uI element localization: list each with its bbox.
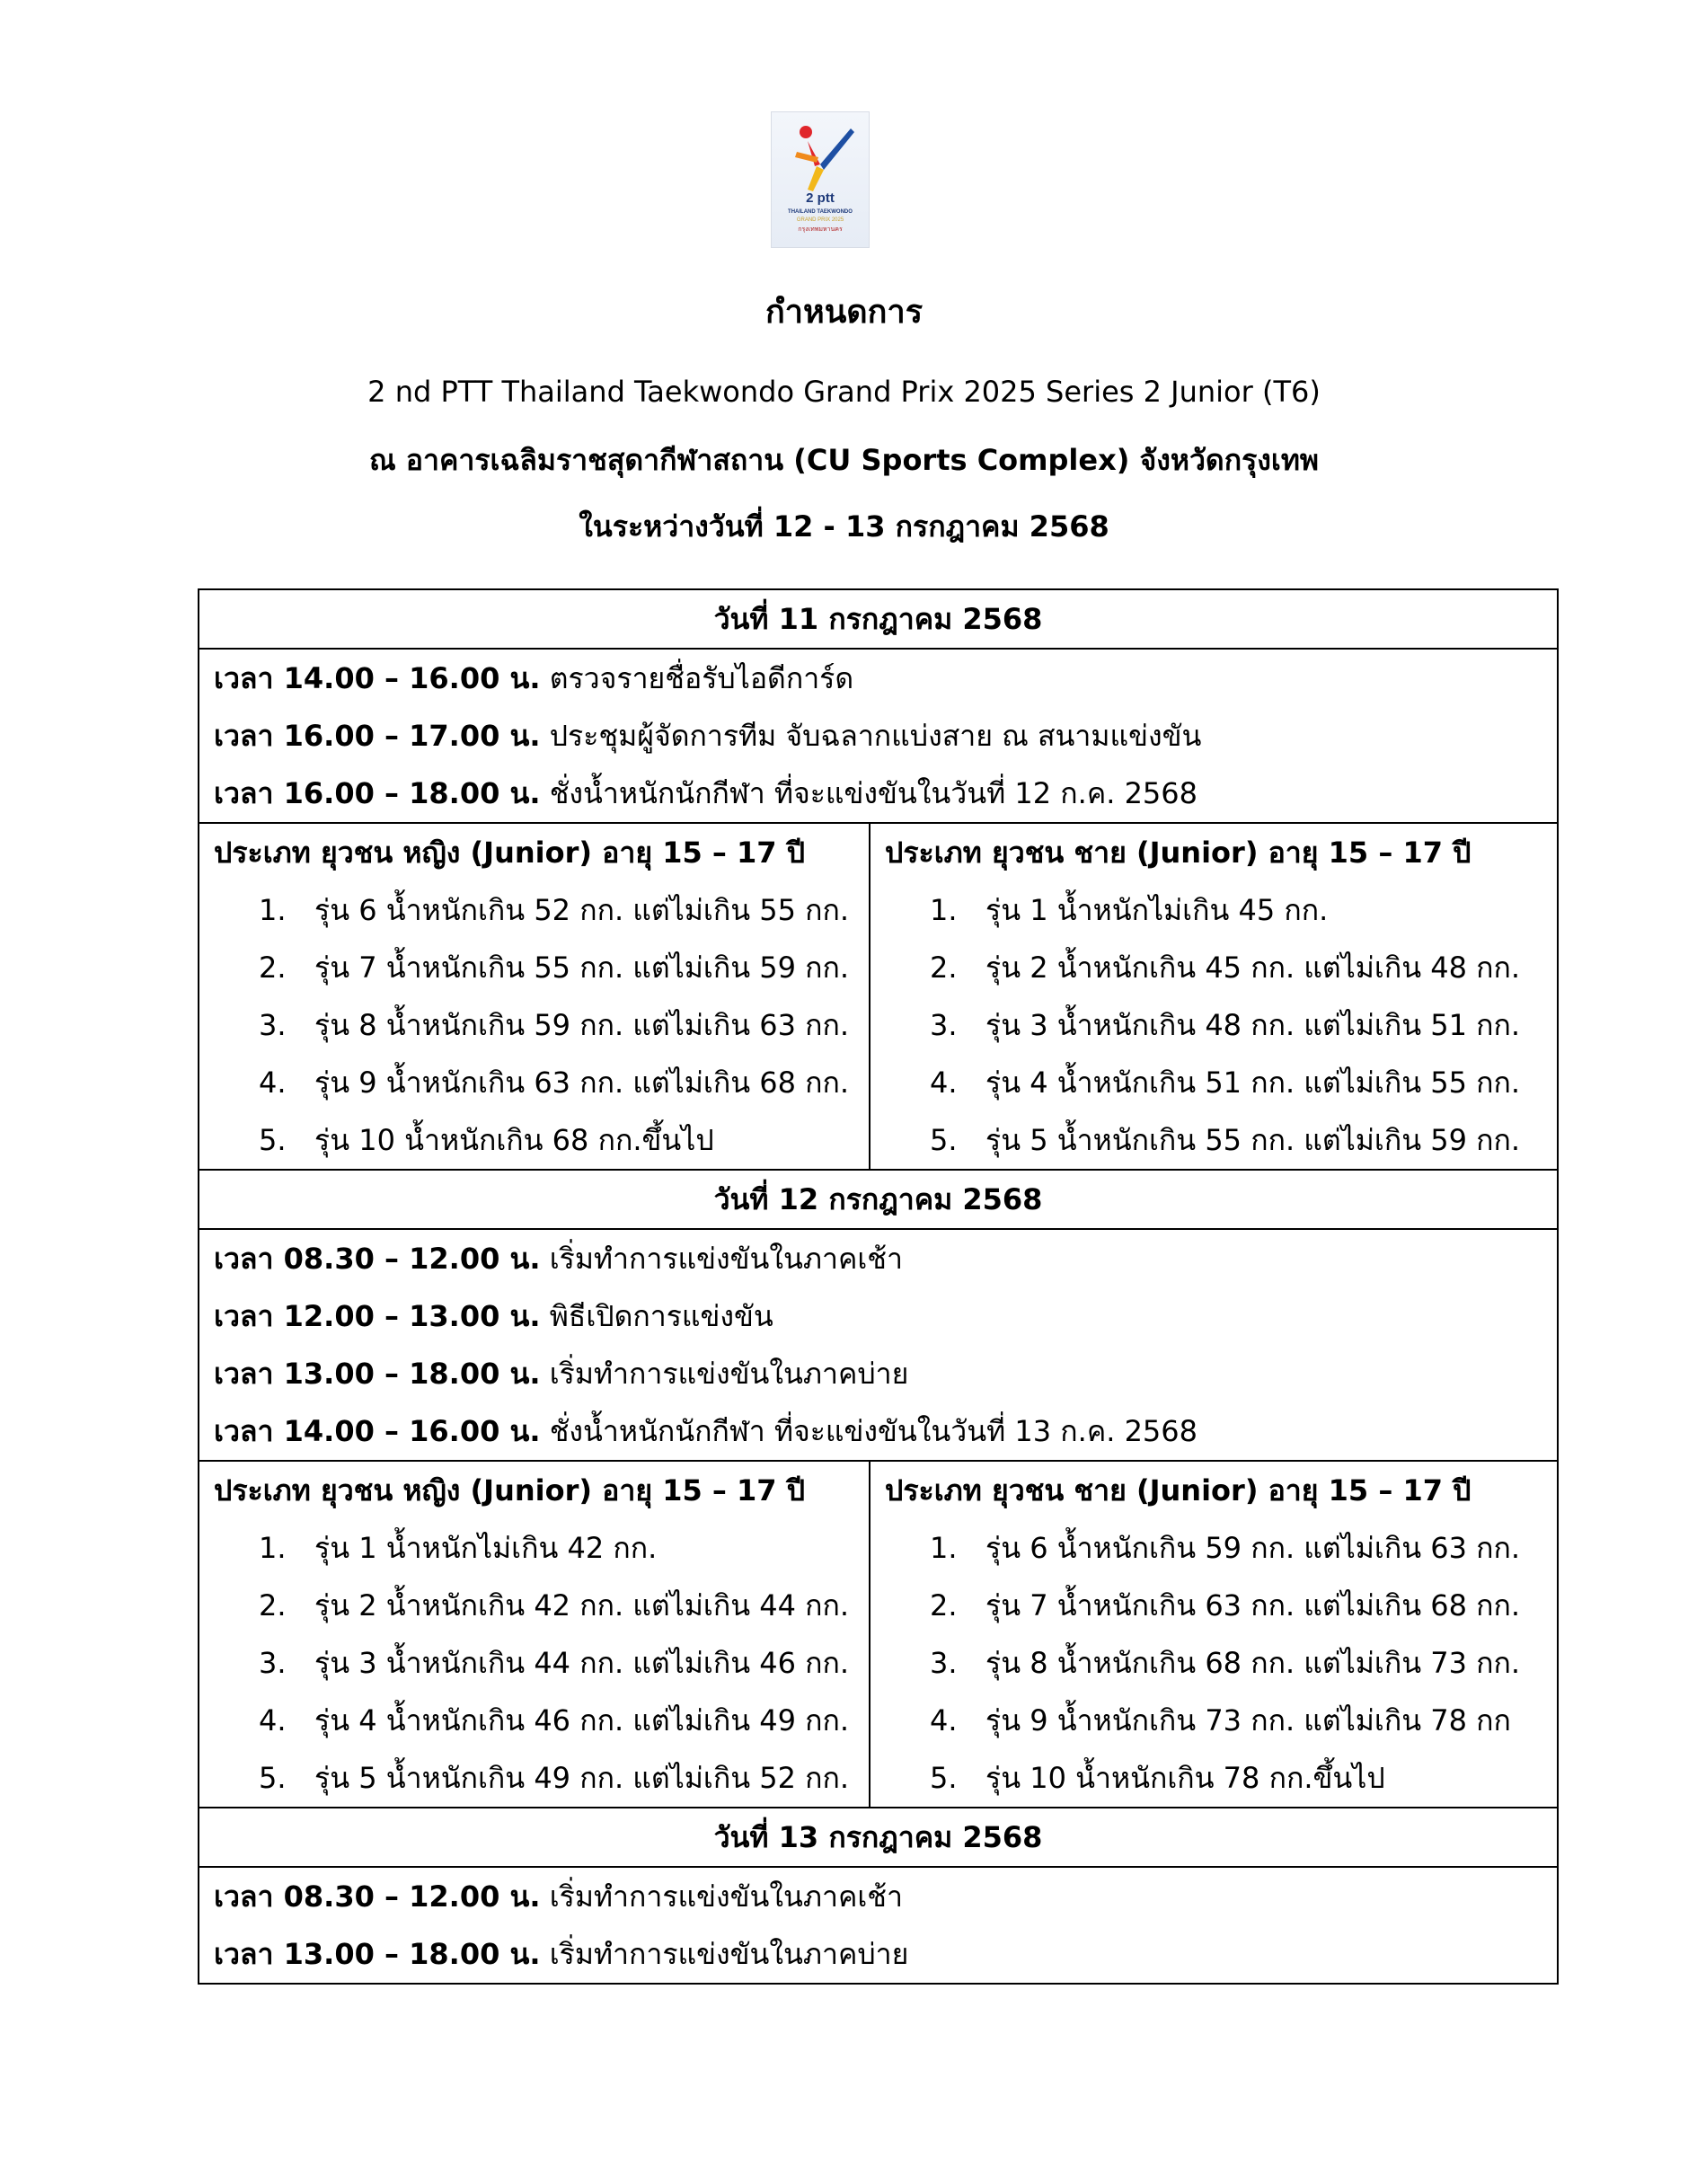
weight-class-item	[885, 996, 1542, 1054]
weight-class-item	[885, 881, 1542, 939]
item-number: 4.	[259, 1703, 287, 1737]
day-header-row	[199, 1170, 1558, 1229]
item-text: รุ่น 4 น้ำหนักเกิน 51 กก. แต่ไม่เกิน 55 กก.	[985, 1065, 1521, 1100]
item-number: 3.	[930, 1646, 958, 1680]
schedule-entry	[214, 650, 1542, 707]
item-number: 4.	[259, 1065, 287, 1100]
item-number: 4.	[930, 1703, 958, 1737]
weight-class-item	[214, 1111, 854, 1169]
weight-class-item	[885, 1519, 1542, 1577]
item-number: 2.	[259, 1588, 287, 1623]
entry-desc: ประชุมผู้จัดการทีม จับฉลากแบ่งสาย ณ สนามแข่งขัน	[549, 719, 1202, 753]
event-venue: ณ อาคารเฉลิมราชสุดากีฬาสถาน (CU Sports Complex) จังหวัดกรุงเทพ	[368, 443, 1320, 477]
schedule-entries-row	[199, 1867, 1558, 1984]
entry-time: เวลา 12.00 – 13.00 น.	[214, 1299, 541, 1333]
item-number: 5.	[259, 1123, 287, 1157]
day-date: วันที่ 12 กรกฎาคม 2568	[199, 1170, 1558, 1229]
item-text: รุ่น 1 น้ำหนักไม่เกิน 42 กก.	[314, 1531, 658, 1565]
weight-class-item	[214, 881, 854, 939]
item-number: 3.	[930, 1008, 958, 1042]
weight-class-item	[885, 1692, 1542, 1749]
weight-class-item	[214, 1577, 854, 1634]
svg-text:THAILAND TAEKWONDO: THAILAND TAEKWONDO	[788, 209, 853, 215]
entry-desc: เริ่มทำการแข่งขันในภาคบ่าย	[549, 1357, 909, 1391]
schedule-entries	[199, 1867, 1558, 1984]
entry-time: เวลา 16.00 – 17.00 น.	[214, 719, 541, 753]
schedule-entries-row	[199, 649, 1558, 823]
male-category	[870, 823, 1558, 1170]
categories-row	[199, 1461, 1558, 1808]
weight-class-item	[885, 939, 1542, 996]
schedule-entry	[214, 765, 1542, 822]
item-text: รุ่น 6 น้ำหนักเกิน 52 กก. แต่ไม่เกิน 55 กก.	[314, 893, 850, 927]
entry-desc: พิธีเปิดการแข่งขัน	[549, 1299, 773, 1333]
female-category	[199, 823, 870, 1170]
event-dates: ในระหว่างวันที่ 12 - 13 กรกฎาคม 2568	[579, 509, 1109, 544]
entry-time: เวลา 08.30 – 12.00 น.	[214, 1879, 541, 1914]
entry-time: เวลา 14.00 – 16.00 น.	[214, 661, 541, 695]
weight-class-item	[214, 939, 854, 996]
weight-class-item	[214, 996, 854, 1054]
weight-class-item	[214, 1519, 854, 1577]
female-category	[199, 1461, 870, 1808]
weight-class-item	[214, 1634, 854, 1692]
entry-time: เวลา 13.00 – 18.00 น.	[214, 1357, 541, 1391]
entry-desc: ชั่งน้ำหนักนักกีฬา ที่จะแข่งขันในวันที่ 13 ก.ค. 2568	[549, 1414, 1198, 1448]
svg-text:GRAND PRIX 2025: GRAND PRIX 2025	[796, 217, 844, 223]
item-number: 5.	[259, 1761, 287, 1795]
weight-class-item	[885, 1634, 1542, 1692]
item-text: รุ่น 1 น้ำหนักไม่เกิน 45 กก.	[985, 893, 1329, 927]
day-date: วันที่ 13 กรกฎาคม 2568	[199, 1808, 1558, 1867]
weight-class-item	[214, 1692, 854, 1749]
weight-class-item	[885, 1577, 1542, 1634]
item-number: 4.	[930, 1065, 958, 1100]
item-number: 3.	[259, 1008, 287, 1042]
schedule-entry	[214, 1345, 1542, 1402]
entry-desc: ชั่งน้ำหนักนักกีฬา ที่จะแข่งขันในวันที่ 12 ก.ค. 2568	[549, 776, 1198, 810]
weight-class-item	[214, 1749, 854, 1807]
schedule-table	[198, 588, 1559, 1985]
entry-time: เวลา 13.00 – 18.00 น.	[214, 1937, 541, 1971]
svg-text:2 ptt: 2 ptt	[806, 190, 835, 206]
entry-time: เวลา 16.00 – 18.00 น.	[214, 776, 541, 810]
item-text: รุ่น 6 น้ำหนักเกิน 59 กก. แต่ไม่เกิน 63 กก.	[985, 1531, 1521, 1565]
page-title: กำหนดการ	[764, 294, 924, 331]
category-heading: ประเภท ยุวชน ชาย (Junior) อายุ 15 – 17 ปี	[885, 836, 1471, 870]
day-header-row	[199, 1808, 1558, 1867]
schedule-entry	[214, 1230, 1542, 1287]
item-text: รุ่น 7 น้ำหนักเกิน 63 กก. แต่ไม่เกิน 68 กก.	[985, 1588, 1521, 1623]
schedule-entry	[214, 1287, 1542, 1345]
item-number: 5.	[930, 1761, 958, 1795]
item-number: 2.	[259, 951, 287, 985]
category-heading: ประเภท ยุวชน หญิง (Junior) อายุ 15 – 17 ปี	[214, 1473, 805, 1508]
schedule-entry	[214, 1868, 1542, 1925]
item-text: รุ่น 3 น้ำหนักเกิน 44 กก. แต่ไม่เกิน 46 กก.	[314, 1646, 850, 1680]
event-logo	[771, 111, 870, 248]
event-name: 2 nd PTT Thailand Taekwondo Grand Prix 2025 Series 2 Junior (T6)	[367, 375, 1321, 409]
item-number: 3.	[259, 1646, 287, 1680]
schedule-entry	[214, 1402, 1542, 1460]
entry-desc: เริ่มทำการแข่งขันในภาคเช้า	[549, 1879, 903, 1914]
entry-time: เวลา 14.00 – 16.00 น.	[214, 1414, 541, 1448]
weight-class-item	[885, 1111, 1542, 1169]
entry-desc: เริ่มทำการแข่งขันในภาคเช้า	[549, 1242, 903, 1276]
item-text: รุ่น 5 น้ำหนักเกิน 49 กก. แต่ไม่เกิน 52 กก.	[314, 1761, 850, 1795]
schedule-entry	[214, 707, 1542, 765]
schedule-entry	[214, 1925, 1542, 1983]
entry-desc: เริ่มทำการแข่งขันในภาคบ่าย	[549, 1937, 909, 1971]
item-number: 1.	[259, 1531, 287, 1565]
categories-row	[199, 823, 1558, 1170]
entry-time: เวลา 08.30 – 12.00 น.	[214, 1242, 541, 1276]
day-date: วันที่ 11 กรกฎาคม 2568	[199, 589, 1558, 649]
entry-desc: ตรวจรายชื่อรับไอดีการ์ด	[549, 661, 854, 695]
item-number: 2.	[930, 1588, 958, 1623]
item-text: รุ่น 8 น้ำหนักเกิน 68 กก. แต่ไม่เกิน 73 กก.	[985, 1646, 1521, 1680]
schedule-entries	[199, 649, 1558, 823]
weight-class-item	[885, 1749, 1542, 1807]
item-text: รุ่น 10 น้ำหนักเกิน 78 กก.ขึ้นไป	[985, 1761, 1385, 1795]
item-number: 1.	[930, 893, 958, 927]
day-header-row	[199, 589, 1558, 649]
schedule-entries	[199, 1229, 1558, 1461]
item-text: รุ่น 9 น้ำหนักเกิน 63 กก. แต่ไม่เกิน 68 กก.	[314, 1065, 850, 1100]
item-number: 1.	[259, 893, 287, 927]
item-text: รุ่น 8 น้ำหนักเกิน 59 กก. แต่ไม่เกิน 63 กก.	[314, 1008, 850, 1042]
svg-text:กรุงเทพมหานคร: กรุงเทพมหานคร	[798, 225, 843, 233]
category-heading: ประเภท ยุวชน หญิง (Junior) อายุ 15 – 17 ปี	[214, 836, 805, 870]
male-category	[870, 1461, 1558, 1808]
item-number: 5.	[930, 1123, 958, 1157]
item-text: รุ่น 3 น้ำหนักเกิน 48 กก. แต่ไม่เกิน 51 กก.	[985, 1008, 1521, 1042]
item-text: รุ่น 10 น้ำหนักเกิน 68 กก.ขึ้นไป	[314, 1123, 714, 1157]
taekwondo-kicker-icon	[772, 112, 869, 247]
item-text: รุ่น 4 น้ำหนักเกิน 46 กก. แต่ไม่เกิน 49 กก.	[314, 1703, 850, 1737]
item-text: รุ่น 5 น้ำหนักเกิน 55 กก. แต่ไม่เกิน 59 กก.	[985, 1123, 1521, 1157]
item-text: รุ่น 2 น้ำหนักเกิน 45 กก. แต่ไม่เกิน 48 กก.	[985, 951, 1521, 985]
item-text: รุ่น 9 น้ำหนักเกิน 73 กก. แต่ไม่เกิน 78 กก	[985, 1703, 1511, 1737]
weight-class-item	[885, 1054, 1542, 1111]
item-number: 1.	[930, 1531, 958, 1565]
schedule-entries-row	[199, 1229, 1558, 1461]
weight-class-item	[214, 1054, 854, 1111]
category-heading: ประเภท ยุวชน ชาย (Junior) อายุ 15 – 17 ปี	[885, 1473, 1471, 1508]
item-text: รุ่น 2 น้ำหนักเกิน 42 กก. แต่ไม่เกิน 44 กก.	[314, 1588, 850, 1623]
item-text: รุ่น 7 น้ำหนักเกิน 55 กก. แต่ไม่เกิน 59 กก.	[314, 951, 850, 985]
item-number: 2.	[930, 951, 958, 985]
